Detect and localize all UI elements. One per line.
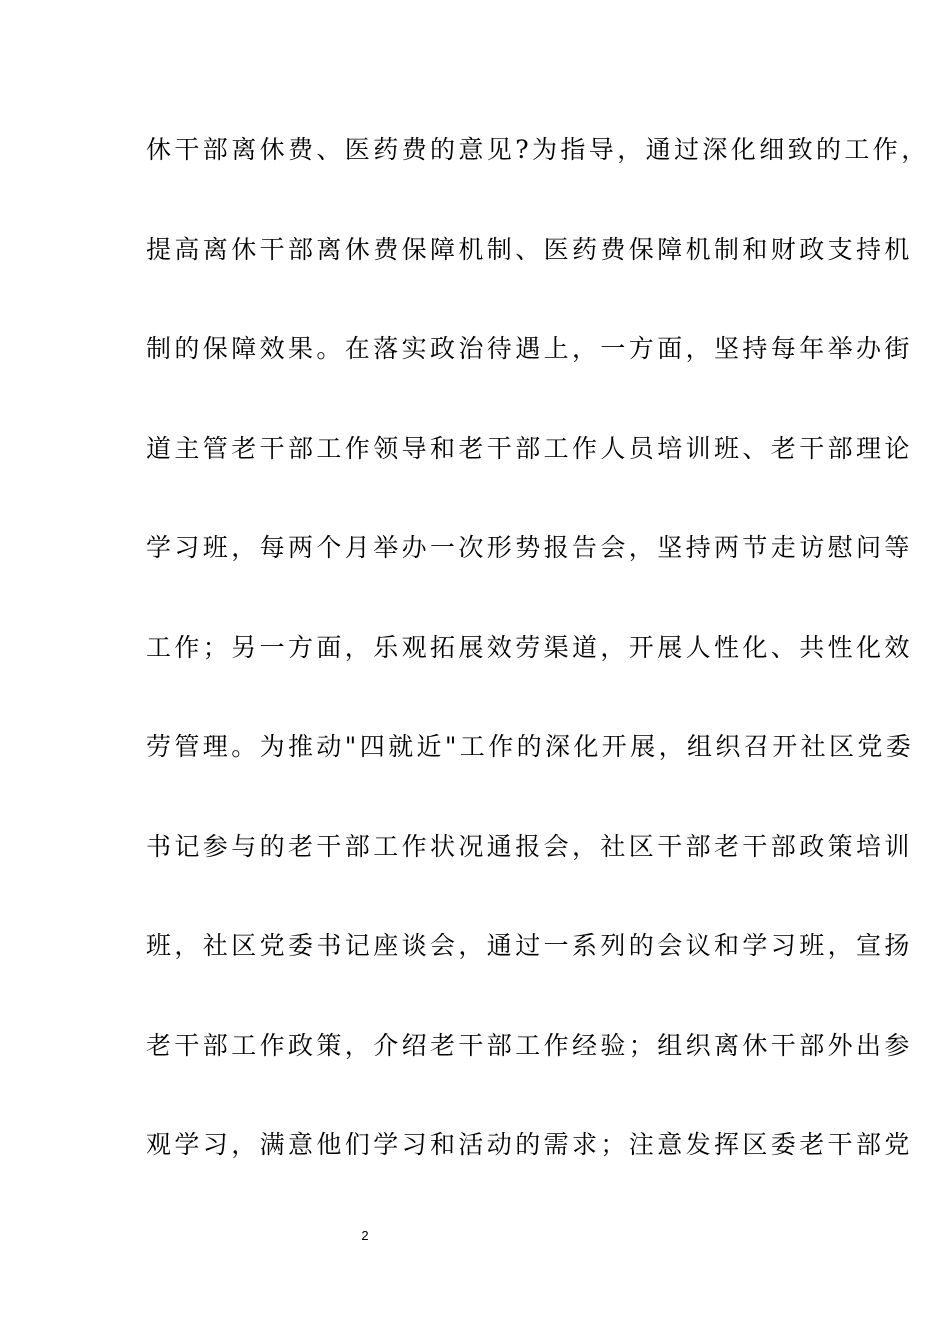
text-line: 劳管理。为推动"四就近"工作的深化开展，组织召开社区党委 [146, 732, 915, 761]
text-line: 提高离休干部离休费保障机制、医药费保障机制和财政支持机 [146, 234, 913, 264]
body-text [146, 128, 930, 1223]
text-line: 休干部离休费、医药费的意见?为指导，通过深化细致的工作， [146, 135, 930, 164]
text-line: 观学习，满意他们学习和活动的需求；注意发挥区委老干部党 [146, 1130, 913, 1159]
text-line: 书记参与的老干部工作状况通报会，社区干部老干部政策培训 [146, 831, 913, 861]
text-line: 老干部工作政策，介绍老干部工作经验；组织离休干部外出参 [146, 1030, 913, 1060]
text-line: 学习班，每两个月举办一次形势报告会，坚持两节走访慰问等 [146, 533, 913, 562]
text-line: 班，社区党委书记座谈会，通过一系列的会议和学习班，宣扬 [146, 931, 913, 960]
text-line: 道主管老干部工作领导和老干部工作人员培训班、老干部理论 [146, 433, 913, 463]
text-line: 制的保障效果。在落实政治待遇上，一方面，坚持每年举办街 [146, 334, 913, 363]
page-number: 2 [361, 1228, 369, 1243]
text-line: 工作；另一方面，乐观拓展效劳渠道，开展人性化、共性化效 [146, 632, 913, 662]
